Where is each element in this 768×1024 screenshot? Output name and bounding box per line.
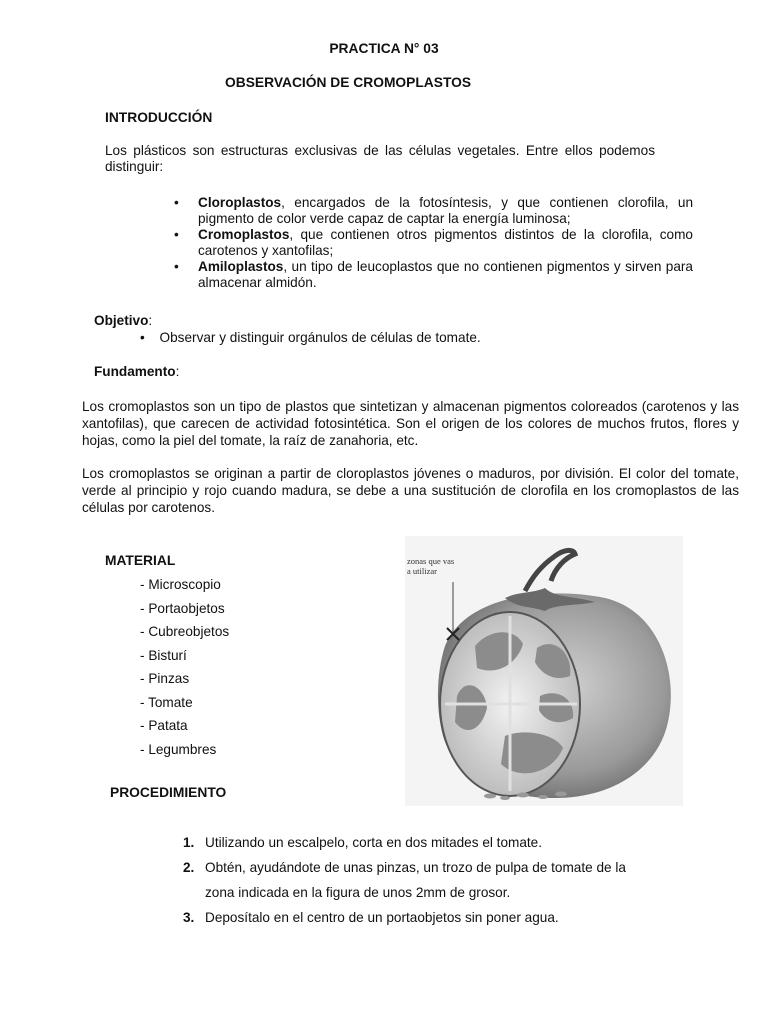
material-list [140, 577, 229, 765]
plastid-term: Amiloplastos [198, 259, 284, 274]
list-item: - Bisturí [140, 647, 187, 663]
step-text: Obtén, ayudándote de unas pinzas, un trozo de pulpa de tomate de la [205, 860, 626, 875]
list-item: - Cubreobjetos [140, 624, 230, 639]
list-item: - Tomate [140, 694, 193, 710]
plastid-term: Cloroplastos [198, 195, 282, 210]
objective-heading: Objetivo [94, 313, 149, 328]
bullet-icon: • [140, 330, 145, 345]
objective-colon: : [148, 313, 153, 328]
procedure-step [183, 910, 626, 935]
material-heading: MATERIAL [105, 553, 176, 568]
fundamento-heading: Fundamento [94, 364, 176, 379]
figure-label-line-1: zonas que vas [407, 556, 455, 566]
material-item: Tomate [148, 694, 193, 710]
procedure-list [183, 835, 626, 935]
procedure-step [183, 835, 626, 860]
bullet-icon: • [174, 227, 179, 242]
list-item: - Microscopio [140, 577, 221, 592]
list-item: - Patata [140, 718, 188, 733]
procedure-step [183, 885, 626, 910]
intro-paragraph: Los plásticos son estructuras exclusivas de las células vegetales. Entre ellos podemos distinguir: [105, 143, 655, 174]
bullet-icon: • [174, 195, 179, 210]
material-item: Microscopio [148, 577, 221, 592]
step-number: 1. [183, 835, 195, 850]
plastid-item-cromoplastos [174, 227, 693, 259]
plastid-description: , un tipo de leucoplastos que no contienen pigmentos y sirven para almacenar almidón. [198, 259, 693, 290]
objective-item [140, 330, 481, 346]
fundamento-paragraph-2: Los cromoplastos se originan a partir de cloroplastos jóvenes o maduros, por división. El color del tomate, verde al principio y rojo cuando madura, se debe a una sustitución de clorofila en los cromoplastos de las células por carotenos. [82, 466, 739, 515]
plastid-list [174, 195, 693, 291]
plastid-item-amiloplastos [174, 259, 693, 291]
bullet-icon: • [174, 259, 179, 274]
step-number: 3. [183, 910, 195, 925]
material-item: Pinzas [148, 671, 190, 686]
step-text: Deposítalo en el centro de un portaobjetos sin poner agua. [205, 910, 559, 925]
fundamento-heading-row [94, 364, 179, 380]
objective-text: Observar y distinguir orgánulos de células de tomate. [159, 330, 481, 345]
material-item: Cubreobjetos [148, 624, 230, 639]
practice-title: PRACTICA N° 03 [329, 41, 439, 56]
intro-heading: INTRODUCCIÓN [105, 110, 213, 125]
step-text: Utilizando un escalpelo, corta en dos mitades el tomate. [205, 835, 543, 850]
main-title: OBSERVACIÓN DE CROMOPLASTOS [225, 75, 472, 90]
step-text: zona indicada en la figura de unos 2mm de grosor. [205, 885, 511, 900]
fundamento-paragraph-1: Los cromoplastos son un tipo de plastos que sintetizan y almacenan pigmentos coloreados (carotenos y las xantofilas), que carecen de actividad fotosintética. Son el origen de los colores de muchos frutos, flores y hojas, como la piel del tomate, la raíz de zanahoria, etc. [82, 399, 739, 448]
objective-heading-row [94, 313, 152, 329]
plastid-term: Cromoplastos [198, 227, 290, 242]
step-number: 2. [183, 860, 195, 875]
material-item: Portaobjetos [148, 600, 225, 616]
figure-label-line-2: a utilizar [407, 566, 437, 576]
plastid-description: , encargados de la fotosíntesis, y que contienen clorofila, un pigmento de color verde capaz de captar la energía luminosa; [198, 195, 693, 226]
material-item: Bisturí [148, 647, 187, 663]
material-item: Legumbres [148, 741, 217, 757]
procedure-heading: PROCEDIMIENTO [110, 785, 227, 800]
plastid-description: , que contienen otros pigmentos distintos de la clorofila, como carotenos y xantofilas; [198, 227, 693, 258]
procedure-step [183, 860, 626, 885]
tomato-illustration [405, 536, 683, 806]
list-item: - Portaobjetos [140, 600, 225, 616]
list-item: - Legumbres [140, 741, 217, 757]
material-item: Patata [148, 718, 188, 733]
plastid-item-cloroplastos [174, 195, 693, 227]
fundamento-colon: : [175, 364, 180, 379]
list-item: - Pinzas [140, 671, 190, 686]
